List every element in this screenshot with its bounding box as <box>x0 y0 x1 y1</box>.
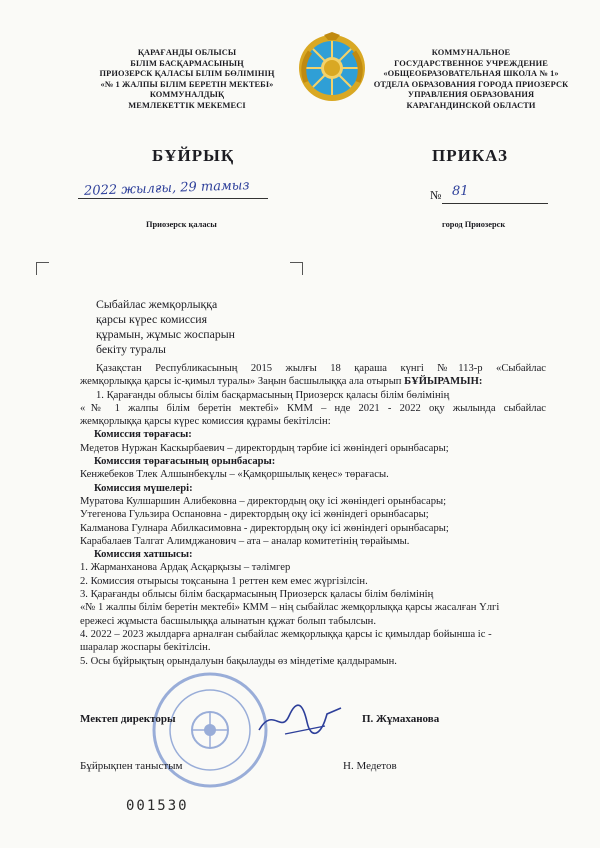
header-ru-line: КАРАГАНДИНСКОЙ ОБЛАСТИ <box>406 100 536 110</box>
order-title-russian: ПРИКАЗ <box>432 146 508 165</box>
handwritten-date: 2022 жылғы, 29 тамыз <box>83 178 250 199</box>
official-stamp-icon <box>150 670 270 790</box>
vice-chair-label: Комиссия төрағасының орынбасары: <box>94 456 276 468</box>
handwritten-order-number: 81 <box>452 184 469 199</box>
subject-line: қарсы күрес комиссия <box>96 312 208 326</box>
header-kz-line: МЕМЛЕКЕТТІК МЕКЕМЕСІ <box>128 100 246 110</box>
date-underline <box>78 198 268 199</box>
intro-line <box>80 375 546 388</box>
header-ru-line: «ОБЩЕОБРАЗОВАТЕЛЬНАЯ ШКОЛА № 1» <box>383 69 559 79</box>
numbered-item: 4. 2022 – 2023 жылдарға арналған сыбайлас жемқорлыққа қарсы іс қимылдар бойынша іс - <box>80 628 492 640</box>
director-signature-icon <box>255 700 345 740</box>
numbered-item: «№ 1 жалпы білім беретін мектебі» КММ – нің сыбайлас жемқорлыққа қарсы жасалған Үлгі <box>80 602 500 614</box>
chair-entry: Медетов Нуржан Каскырбаевич – директордың тәрбие ісі жөніндегі орынбасары; <box>80 442 449 454</box>
header-ru-line: УПРАВЛЕНИЯ ОБРАЗОВАНИЯ <box>407 90 535 100</box>
paragraph-line: жемқорлыққа қарсы күрес комиссия құрамы бекітілсін: <box>80 416 331 428</box>
order-body <box>80 362 546 668</box>
header-kz-line: ҚАРАҒАНДЫ ОБЛЫСЫ <box>137 48 237 57</box>
member-entry: Утегенова Гульзира Оспановна - директордың оқу ісі жөніндегі орынбасары; <box>80 509 429 521</box>
numbered-item: 2. Комиссия отырысы тоқсанына 1 реттен кем емес жүргізілсін. <box>80 575 368 587</box>
header-kz-line: ПРИОЗЕРСК ҚАЛАСЫ БІЛІМ БӨЛІМІНІҢ <box>99 69 275 79</box>
chair-label: Комиссия төрағасы: <box>94 429 192 441</box>
intro-line: Қазақстан Республикасының 2015 жылғы 18 қараша күнгі №113-р «Сыбайлас <box>96 363 546 374</box>
header-kz-line: КОММУНАЛДЫҚ <box>149 90 225 100</box>
members-label: Комиссия мүшелері: <box>94 482 193 494</box>
secretary-label: Комиссия хатшысы: <box>94 549 193 561</box>
serial-number: 001530 <box>126 798 189 814</box>
vice-chair-entry: Кенжебеков Тлек Алшынбекұлы – «Қамқоршылық кеңес» төрағасы. <box>80 469 389 481</box>
subject-line: құрамын, жұмыс жоспарын <box>96 327 235 341</box>
order-subject <box>96 297 286 357</box>
header-ru-line: ОТДЕЛА ОБРАЗОВАНИЯ ГОРОДА ПРИОЗЕРСК <box>373 79 569 89</box>
city-russian: город Приозерск <box>442 220 506 229</box>
state-emblem-icon <box>296 32 368 104</box>
intro-text: жемқорлыққа қарсы іс-қимыл туралы» Заңын басшылыққа ала отырып <box>80 376 405 388</box>
header-ru-line: ГОСУДАРСТВЕННОЕ УЧРЕЖДЕНИЕ <box>394 58 548 68</box>
subject-corner-left <box>36 262 49 275</box>
header-kazakh <box>82 48 292 112</box>
number-underline <box>442 203 548 204</box>
header-kz-line: БІЛІМ БАСҚАРМАСЫНЫҢ <box>130 58 244 68</box>
paragraph-line: 1. Қарағанды облысы білім басқармасының Приозерск қаласы білім бөлімінің <box>96 389 450 401</box>
member-entry: Карабалаев Талгат Алимджанович – ата – аналар комитетінің төрайымы. <box>80 535 410 547</box>
subject-line: бекіту туралы <box>96 342 166 356</box>
city-kazakh: Приозерск қаласы <box>146 220 217 229</box>
member-entry: Калманова Гулнара Абилкасимовна - директордың оқу ісі жөніндегі орынбасары; <box>80 522 449 534</box>
acquainted-label: Бұйрықпен таныстым <box>80 760 183 772</box>
member-entry: Муратова Кулшаршин Алибековна – директордың оқу ісі жөніндегі орынбасары; <box>80 495 447 507</box>
paragraph-line: «№ 1 жалпы білім беретін мектебі» КММ – нде 2021 - 2022 оқу жылында сыбайлас <box>80 402 546 414</box>
subject-corner-right <box>290 262 303 275</box>
header-kz-line: «№ 1 ЖАЛПЫ БІЛІМ БЕРЕТІН МЕКТЕБІ» <box>100 79 274 89</box>
subject-line: Сыбайлас жемқорлыққа <box>96 297 218 311</box>
header-russian <box>366 48 576 112</box>
numbered-item: 3. Қарағанды облысы білім басқармасының Приозерск қаласы білім бөлімінің <box>80 589 434 601</box>
numbered-item: 5. Осы бұйрықтың орындалуын бақылауды өз міндетіме қалдырамын. <box>80 655 397 667</box>
numbered-item: ережесі жұмыста басшылыққа алынатын құжат болып табылсын. <box>80 615 376 627</box>
number-label: № <box>430 188 442 202</box>
numbered-item: 1. Жарманханова Ардақ Асқарқызы – тәлімгер <box>80 562 291 574</box>
order-title-kazakh: БҰЙРЫҚ <box>152 146 235 165</box>
acquainted-name: Н. Медетов <box>343 760 397 772</box>
order-keyword: БҰЙЫРАМЫН: <box>404 376 483 388</box>
director-name: П. Жұмаханова <box>362 713 440 725</box>
director-label: Мектеп директоры <box>80 713 176 725</box>
header-ru-line: КОММУНАЛЬНОЕ <box>431 48 511 57</box>
numbered-item: шаралар жоспары бекітілсін. <box>80 642 211 654</box>
